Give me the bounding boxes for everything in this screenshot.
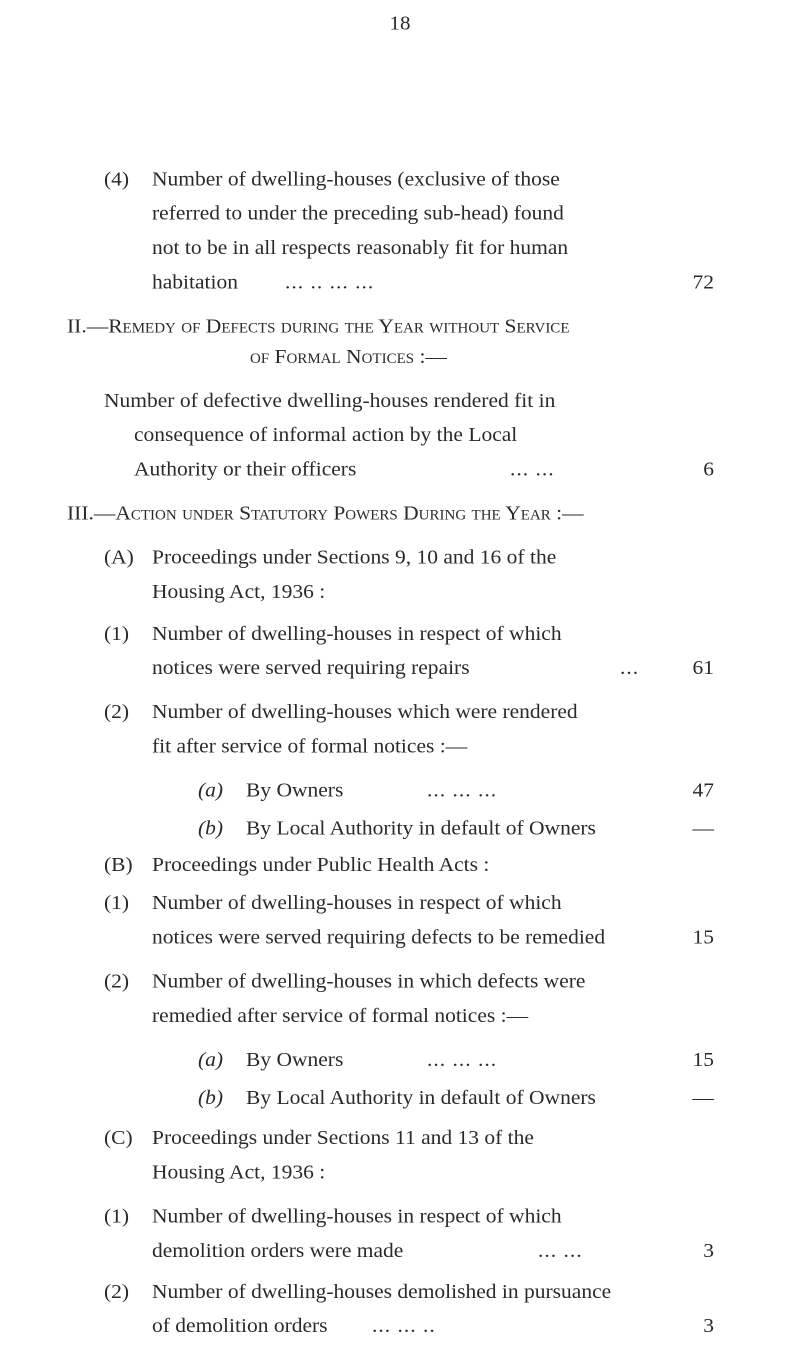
section-iii-a2b-value: — bbox=[692, 816, 714, 840]
item-4-line-3: not to be in all respects reasonably fit for human bbox=[152, 235, 569, 259]
page-number: 18 bbox=[389, 11, 411, 35]
section-iii-c1-label: (1) bbox=[104, 1204, 130, 1228]
section-iii-c1-line-2: demolition orders were made bbox=[152, 1238, 404, 1262]
section-iii-c1-line-1: Number of dwelling-houses in respect of which bbox=[152, 1204, 562, 1228]
item-4-line-2: referred to under the preceding sub-head) found bbox=[152, 201, 564, 225]
section-iii-b2-line-1: Number of dwelling-houses in which defects were bbox=[152, 969, 586, 993]
section-iii-b2b-value: — bbox=[692, 1085, 714, 1109]
item-4-number: (4) bbox=[104, 167, 130, 191]
section-iii-a2-label: (2) bbox=[104, 700, 130, 723]
section-iii-c2-line-1: Number of dwelling-houses demolished in pursuance bbox=[152, 1279, 612, 1303]
section-iii-b2a-text: By Owners bbox=[246, 1047, 344, 1071]
section-iii-c-label: (C) bbox=[104, 1125, 133, 1149]
item-4-value: 72 bbox=[692, 270, 714, 294]
section-ii-dots: ... ... bbox=[510, 457, 555, 481]
section-iii-b1-label: (1) bbox=[104, 891, 130, 914]
section-iii-b2-label: (2) bbox=[104, 969, 130, 993]
section-iii-c2-label: (2) bbox=[104, 1279, 130, 1303]
item-4-line-4: habitation bbox=[152, 270, 238, 294]
section-ii-line-2: consequence of informal action by the Local bbox=[134, 423, 518, 446]
section-iii-b2a-label: (a) bbox=[198, 1047, 224, 1071]
section-iii-c2-dots: ... ... .. bbox=[372, 1314, 436, 1337]
section-ii-value: 6 bbox=[703, 457, 714, 481]
section-iii-c-line-2: Housing Act, 1936 : bbox=[152, 1160, 326, 1184]
section-iii-b-text: Proceedings under Public Health Acts : bbox=[152, 852, 490, 876]
section-iii-b2a-value: 15 bbox=[692, 1047, 714, 1071]
section-iii-a1-dots: ... bbox=[620, 656, 640, 680]
section-iii-a2a-dots: ... ... ... bbox=[427, 778, 498, 802]
section-iii-a2-line-1: Number of dwelling-houses which were rendered bbox=[152, 700, 578, 723]
section-iii-a1-line-1: Number of dwelling-houses in respect of which bbox=[152, 621, 562, 645]
section-ii-heading-cont: of Formal Notices :— bbox=[250, 344, 447, 368]
section-iii-a2b-label: (b) bbox=[198, 816, 224, 840]
section-iii-a1-line-2: notices were served requiring repairs bbox=[152, 656, 470, 680]
section-iii-b2-line-2: remedied after service of formal notices :— bbox=[152, 1003, 529, 1027]
section-iii-b2b-label: (b) bbox=[198, 1085, 224, 1109]
section-iii-b1-line-2: notices were served requiring defects to be remedied bbox=[152, 925, 606, 949]
section-iii-c-line-1: Proceedings under Sections 11 and 13 of the bbox=[152, 1125, 534, 1149]
section-iii-c1-dots: ... ... bbox=[538, 1238, 583, 1262]
item-4-dots: ... .. ... ... bbox=[285, 270, 375, 294]
section-iii-a1-label: (1) bbox=[104, 621, 130, 645]
section-iii-a2b-text: By Local Authority in default of Owners bbox=[246, 816, 596, 840]
section-iii-c2-value: 3 bbox=[703, 1314, 714, 1337]
section-iii-b2a-dots: ... ... ... bbox=[427, 1047, 498, 1071]
section-ii-line-1: Number of defective dwelling-houses rendered fit in bbox=[104, 388, 556, 412]
section-iii-a2a-value: 47 bbox=[692, 778, 714, 802]
section-iii-a1-value: 61 bbox=[692, 656, 714, 680]
section-iii-a-line-2 bbox=[152, 578, 325, 605]
section-ii-line-3: Authority or their officers bbox=[134, 457, 357, 481]
section-iii-c2-line-2: of demolition orders bbox=[152, 1314, 328, 1337]
section-iii-c1-value: 3 bbox=[703, 1238, 714, 1262]
section-iii-heading: III.—Action under Statutory Powers During the Year :— bbox=[67, 501, 584, 525]
section-iii-a2a-label: (a) bbox=[198, 778, 224, 802]
section-ii-heading: II.—Remedy of Defects during the Year without Service bbox=[67, 314, 570, 338]
section-iii-a-label: (A) bbox=[104, 545, 134, 569]
section-iii-b2b-text: By Local Authority in default of Owners bbox=[246, 1085, 596, 1109]
section-iii-a2-line-2: fit after service of formal notices :— bbox=[152, 734, 468, 758]
section-iii-b1-line-1: Number of dwelling-houses in respect of which bbox=[152, 891, 562, 914]
section-iii-a-line-1: Proceedings under Sections 9, 10 and 16 of the bbox=[152, 545, 557, 569]
section-iii-b-label: (B) bbox=[104, 852, 133, 876]
item-4-line-1: Number of dwelling-houses (exclusive of those bbox=[152, 167, 560, 191]
section-iii-b1-value: 15 bbox=[692, 925, 714, 949]
section-iii-a2a-text: By Owners bbox=[246, 778, 344, 802]
section-iii-a-line-2-text: Housing Act, 1936 : bbox=[152, 579, 326, 603]
